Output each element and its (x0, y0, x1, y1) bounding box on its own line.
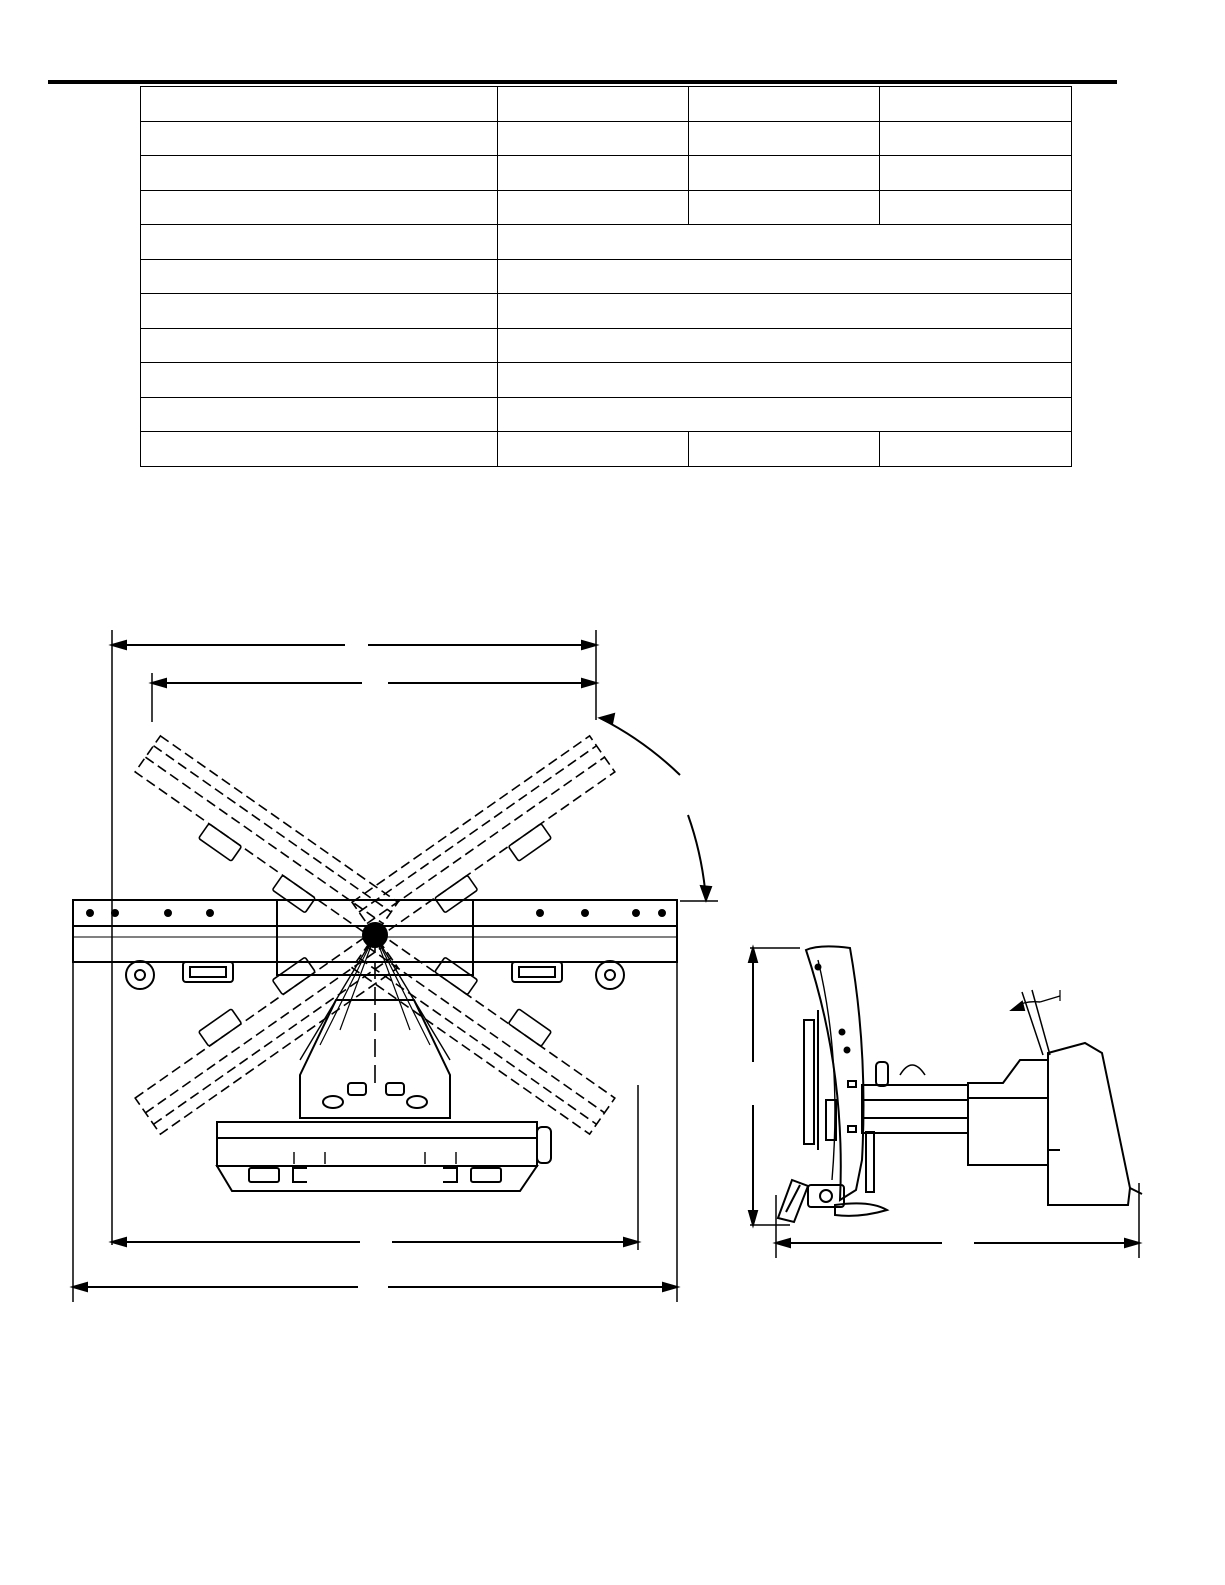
side-view (749, 946, 1142, 1258)
